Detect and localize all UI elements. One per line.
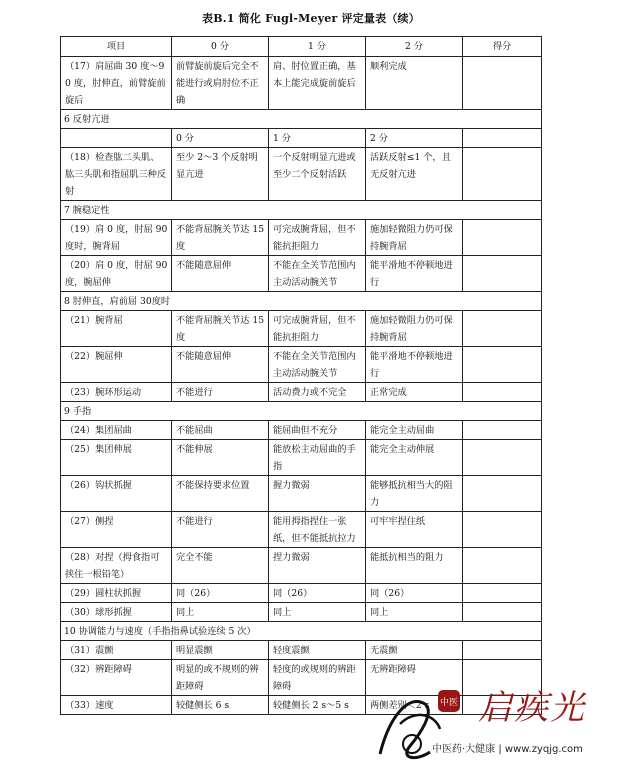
- score-2-cell: 能完全主动伸展: [366, 440, 463, 476]
- score-1-cell: 同上: [269, 603, 366, 622]
- score-1-cell: 捏力微弱: [269, 548, 366, 584]
- section-row: [61, 201, 542, 220]
- item-cell: （23）腕环形运动: [61, 383, 172, 402]
- score-1-cell: 肩、肘位置正确，基本上能完成旋前旋后: [269, 57, 366, 110]
- item-cell: （31）震颤: [61, 641, 172, 660]
- section-row: [61, 622, 542, 641]
- score-0-cell: 较健侧长 6 s: [172, 696, 269, 715]
- table-row: [61, 57, 542, 110]
- score-cell: [463, 148, 542, 201]
- table-row: [61, 256, 542, 292]
- score-1-cell: 能用拇指捏住一张纸，但不能抵抗拉力: [269, 512, 366, 548]
- score-2-cell: 施加轻微阻力仍可保持腕背屈: [366, 311, 463, 347]
- score-0-cell: 同（26）: [172, 584, 269, 603]
- score-2-cell: 同上: [366, 603, 463, 622]
- score-1-cell: 较健侧长 2 s～5 s: [269, 696, 366, 715]
- table-row: [61, 421, 542, 440]
- score-cell: [463, 440, 542, 476]
- section-title: 7 腕稳定性: [61, 201, 542, 220]
- score-cell: [463, 256, 542, 292]
- score-2-cell: 无震颤: [366, 641, 463, 660]
- score-2-cell: 能抵抗相当的阻力: [366, 548, 463, 584]
- score-2-cell: 顺利完成: [366, 57, 463, 110]
- score-2-cell: 活跃反射≤1 个，且无反射亢进: [366, 148, 463, 201]
- score-1-cell: 能放松主动屈曲的手指: [269, 440, 366, 476]
- table-row: [61, 148, 542, 201]
- score-2-cell: 两侧差别＜2 s: [366, 696, 463, 715]
- item-cell: （18）检查肱二头肌、肱三头肌和指屈肌三种反射: [61, 148, 172, 201]
- header-total: 得分: [463, 37, 542, 57]
- score-2-cell: 施加轻微阻力仍可保持腕背屈: [366, 220, 463, 256]
- item-cell: （28）对捏（拇食指可挟住一根铅笔）: [61, 548, 172, 584]
- item-cell: （27）侧捏: [61, 512, 172, 548]
- fugl-meyer-table: [60, 36, 542, 715]
- header-row: [61, 37, 542, 57]
- score-2-cell: 同（26）: [366, 584, 463, 603]
- item-cell: （20）肩 0 度，肘屈 90度，腕屈伸: [61, 256, 172, 292]
- item-cell: （24）集团屈曲: [61, 421, 172, 440]
- score-0-cell: 不能进行: [172, 383, 269, 402]
- sub-header-score-1: 1 分: [269, 129, 366, 148]
- score-0-cell: 不能背屈腕关节达 15度: [172, 311, 269, 347]
- score-cell: [463, 584, 542, 603]
- score-2-cell: 能完全主动屈曲: [366, 421, 463, 440]
- item-cell: （26）钩状抓握: [61, 476, 172, 512]
- score-0-cell: 不能背屈腕关节达 15度: [172, 220, 269, 256]
- score-1-cell: 同（26）: [269, 584, 366, 603]
- score-cell: [463, 603, 542, 622]
- item-cell: （19）肩 0 度，肘屈 90度时，腕背屈: [61, 220, 172, 256]
- table-row: [61, 603, 542, 622]
- score-1-cell: 轻度震颤: [269, 641, 366, 660]
- section-row: [61, 110, 542, 129]
- watermark-url: 中医药·大健康 | www.zyqjg.com: [432, 740, 583, 755]
- score-1-cell: 可完成腕背屈，但不能抗拒阻力: [269, 311, 366, 347]
- seal-text: 中医: [439, 698, 459, 708]
- score-cell: [463, 421, 542, 440]
- table-row: [61, 220, 542, 256]
- score-0-cell: 不能随意屈伸: [172, 256, 269, 292]
- score-2-cell: 能够抵抗相当大的阻力: [366, 476, 463, 512]
- table-row: [61, 584, 542, 603]
- score-0-cell: 不能随意屈伸: [172, 347, 269, 383]
- table-row: [61, 311, 542, 347]
- section-title: 10 协调能力与速度（手指指鼻试验连续 5 次）: [61, 622, 542, 641]
- score-1-cell: 能屈曲但不充分: [269, 421, 366, 440]
- table-row: [61, 548, 542, 584]
- item-cell: （30）球形抓握: [61, 603, 172, 622]
- score-1-cell: 活动费力或不完全: [269, 383, 366, 402]
- score-2-cell: 正常完成: [366, 383, 463, 402]
- score-cell: [463, 347, 542, 383]
- score-cell: [463, 57, 542, 110]
- score-0-cell: 不能进行: [172, 512, 269, 548]
- score-1-cell: 轻度的或规则的辨距障碍: [269, 660, 366, 696]
- section-row: [61, 402, 542, 421]
- score-1-cell: 握力微弱: [269, 476, 366, 512]
- score-2-cell: 可牢牢捏住纸: [366, 512, 463, 548]
- item-cell: （29）圆柱状抓握: [61, 584, 172, 603]
- score-2-cell: 无辨距障碍: [366, 660, 463, 696]
- sub-header-row: [61, 129, 542, 148]
- score-cell: [463, 383, 542, 402]
- score-cell: [463, 476, 542, 512]
- header-score-1: 1 分: [269, 37, 366, 57]
- item-cell: （32）辨距障碍: [61, 660, 172, 696]
- item-cell: （21）腕背屈: [61, 311, 172, 347]
- score-cell: [463, 512, 542, 548]
- table-row: [61, 476, 542, 512]
- score-1-cell: 可完成腕背屈，但不能抗拒阻力: [269, 220, 366, 256]
- table-row: [61, 641, 542, 660]
- table-row: [61, 347, 542, 383]
- score-1-cell: 不能在全关节范围内主动活动腕关节: [269, 256, 366, 292]
- section-title: 8 肘伸直，肩前屈 30度时: [61, 292, 542, 311]
- header-item: 项目: [61, 37, 172, 57]
- header-score-2: 2 分: [366, 37, 463, 57]
- header-score-0: 0 分: [172, 37, 269, 57]
- item-cell: （22）腕屈伸: [61, 347, 172, 383]
- score-0-cell: 明显震颤: [172, 641, 269, 660]
- table-row: [61, 383, 542, 402]
- item-cell: （33）速度: [61, 696, 172, 715]
- score-0-cell: 同上: [172, 603, 269, 622]
- table-row: [61, 440, 542, 476]
- score-0-cell: 不能保持要求位置: [172, 476, 269, 512]
- score-0-cell: 前臂旋前旋后完全不能进行或肩肘位不正确: [172, 57, 269, 110]
- score-cell: [463, 311, 542, 347]
- score-0-cell: 完全不能: [172, 548, 269, 584]
- sub-header-score-2: 2 分: [366, 129, 463, 148]
- score-cell: [463, 641, 542, 660]
- section-title: 9 手指: [61, 402, 542, 421]
- item-cell: （25）集团伸展: [61, 440, 172, 476]
- score-0-cell: 至少 2～3 个反射明显亢进: [172, 148, 269, 201]
- score-0-cell: 不能屈曲: [172, 421, 269, 440]
- watermark-brand: 启疾光: [478, 688, 586, 728]
- score-cell: [463, 548, 542, 584]
- score-2-cell: 能平滑地不停顿地进行: [366, 256, 463, 292]
- table-title: 表B.1 简化 Fugl-Meyer 评定量表（续）: [202, 12, 420, 25]
- item-cell: （17）肩屈曲 30 度～90 度，肘伸直，前臂旋前旋后: [61, 57, 172, 110]
- table-row: [61, 512, 542, 548]
- section-row: [61, 292, 542, 311]
- score-0-cell: 明显的或不规则的辨距障碍: [172, 660, 269, 696]
- section-title: 6 反射亢进: [61, 110, 542, 129]
- score-1-cell: 一个反射明显亢进或至少二个反射活跃: [269, 148, 366, 201]
- score-cell: [463, 220, 542, 256]
- score-2-cell: 能平滑地不停顿地进行: [366, 347, 463, 383]
- score-1-cell: 不能在全关节范围内主动活动腕关节: [269, 347, 366, 383]
- score-0-cell: 不能伸展: [172, 440, 269, 476]
- sub-header-score-0: 0 分: [172, 129, 269, 148]
